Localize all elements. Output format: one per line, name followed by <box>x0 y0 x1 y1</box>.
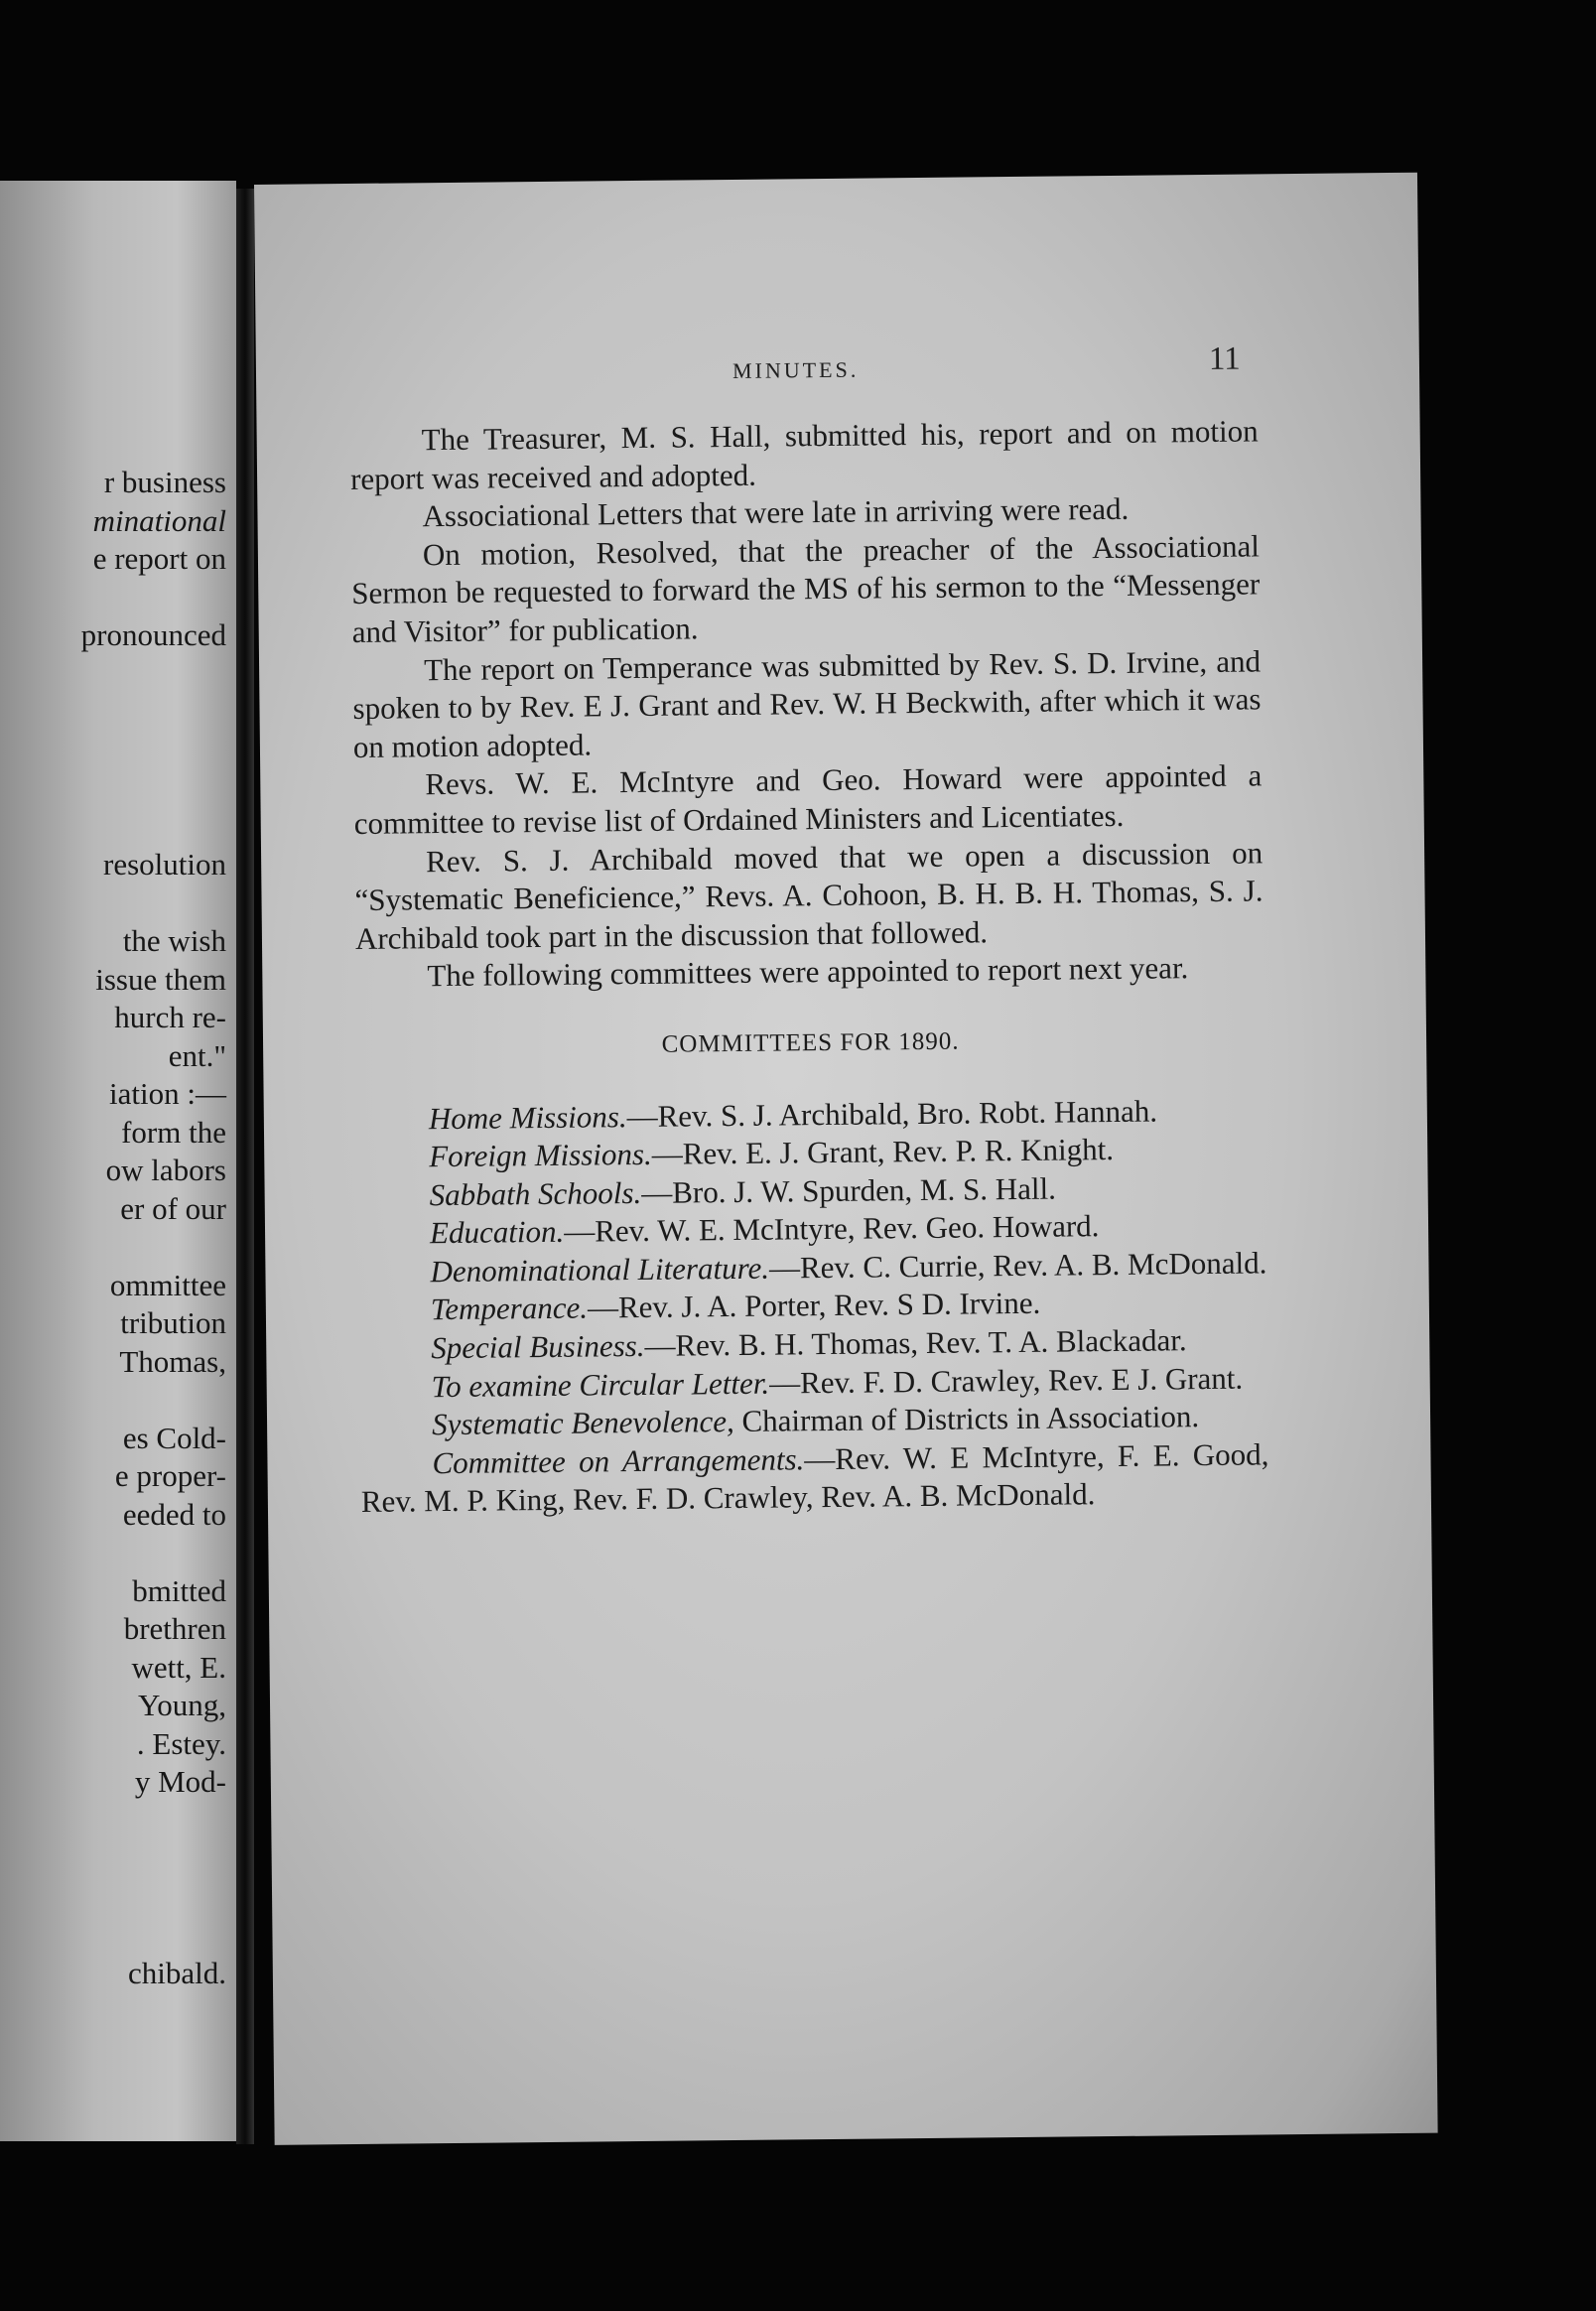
committee-name: Systematic Benevolence, <box>431 1404 734 1442</box>
running-head <box>256 340 1419 383</box>
paragraph: The Treasurer, M. S. Hall, submitted his, report and on motion report was received and adopted. <box>349 413 1259 496</box>
left-page-line: ommittee <box>109 1267 226 1302</box>
left-page-line: e proper- <box>114 1458 226 1493</box>
left-page-line: brethren <box>123 1611 226 1646</box>
left-page-line: resolution <box>103 847 226 882</box>
paragraph: Rev. S. J. Archibald moved that we open a discussion on “Systematic Beneficience,” Revs. A. Cohoon, B. H. B. H. Thomas, S. J. Archibald took part in the discussion that followed. <box>354 834 1264 956</box>
running-title: MINUTES. <box>732 356 860 383</box>
committee-name: Special Business. <box>431 1328 645 1366</box>
committee-name: To examine Circular Letter. <box>431 1365 770 1404</box>
right-page <box>254 173 1438 2145</box>
left-page-fragment <box>0 181 236 2141</box>
committee-list <box>357 1091 1269 1522</box>
committee-members: —Rev. W. E. McIntyre, Rev. Geo. Howard. <box>564 1208 1100 1250</box>
committee-members: —Rev. J. A. Porter, Rev. S D. Irvine. <box>587 1286 1041 1326</box>
committee-members: —Rev. F. D. Crawley, Rev. E J. Grant. <box>768 1360 1244 1401</box>
paragraph: On motion, Resolved, that the preacher of the Associational Sermon be requested to forward the MS of his sermon to the “Messenger and Visitor” for publication. <box>351 528 1261 649</box>
left-page-line: es Cold- <box>122 1420 226 1455</box>
paragraph: Associational Letters that were late in arriving were read. <box>422 490 1130 534</box>
left-page-line: chibald. <box>128 1955 226 1990</box>
left-page-line: e report on <box>92 541 226 576</box>
committee-members: —Rev. E. J. Grant, Rev. P. R. Knight. <box>651 1132 1115 1171</box>
committee-name: Denominational Literature. <box>430 1250 770 1290</box>
committee-name: Home Missions. <box>428 1098 627 1136</box>
committee-members: —Bro. J. W. Spurden, M. S. Hall. <box>641 1170 1057 1210</box>
left-page-line: wett, E. <box>131 1649 226 1685</box>
left-page-line: tribution <box>120 1305 226 1340</box>
committee-name: Education. <box>429 1214 565 1251</box>
committee-name: Temperance. <box>430 1291 589 1327</box>
left-page-line: ow labors <box>105 1153 226 1187</box>
left-page-line: pronounced <box>80 617 226 652</box>
left-page-line: r business <box>103 465 226 499</box>
left-page-line: bmitted <box>132 1572 226 1608</box>
paragraph: The report on Temperance was submitted by Rev. S. D. Irvine, and spoken to by Rev. E J. Grant and Rev. W. H Beckwith, after which it was on motion adopted. <box>352 642 1262 764</box>
left-page-line: minational <box>92 502 226 538</box>
committee-members: —Rev. B. H. Thomas, Rev. T. A. Blackadar. <box>644 1322 1187 1364</box>
paragraph: The following committees were appointed to report next year. <box>427 950 1189 994</box>
left-page-line: the wish <box>122 923 226 958</box>
page-number: 11 <box>1208 340 1241 377</box>
committee-name: Committee on Arrangements. <box>432 1441 805 1481</box>
left-page-line: er of our <box>120 1190 226 1226</box>
committee-name: Sabbath Schools. <box>429 1174 642 1212</box>
section-heading: COMMITTEES FOR 1890. <box>661 1027 960 1058</box>
left-page-line: Thomas, <box>119 1343 226 1379</box>
committee-members: Chairman of Districts in Association. <box>733 1399 1200 1439</box>
book-gutter <box>236 189 254 2144</box>
minutes-text <box>350 412 1270 1522</box>
left-page-line: eeded to <box>122 1496 226 1532</box>
committee-entry <box>360 1435 1269 1522</box>
left-page-line: y Mod- <box>134 1764 226 1799</box>
left-page-line: form the <box>121 1114 226 1150</box>
committee-members: —Rev. S. J. Archibald, Bro. Robt. Hannah. <box>626 1093 1158 1134</box>
committee-members: —Rev. W. E McIntyre, F. E. Good, Rev. M. P. King, Rev. F. D. Crawley, Rev. A. B. McDonald. <box>360 1436 1269 1520</box>
left-page-line: hurch re- <box>114 1000 226 1034</box>
left-page-line: . Estey. <box>136 1725 226 1761</box>
paragraph: Revs. W. E. McIntyre and Geo. Howard were appointed a committee to revise list of Ordained Ministers and Licentiates. <box>353 757 1263 841</box>
left-page-line: Young, <box>137 1688 226 1722</box>
left-page-line: ent." <box>168 1037 226 1073</box>
left-page-line: issue them <box>95 961 226 997</box>
left-page-line: iation :— <box>109 1076 226 1111</box>
committee-members: —Rev. C. Currie, Rev. A. B. McDonald. <box>768 1245 1267 1286</box>
committee-name: Foreign Missions. <box>429 1136 652 1174</box>
